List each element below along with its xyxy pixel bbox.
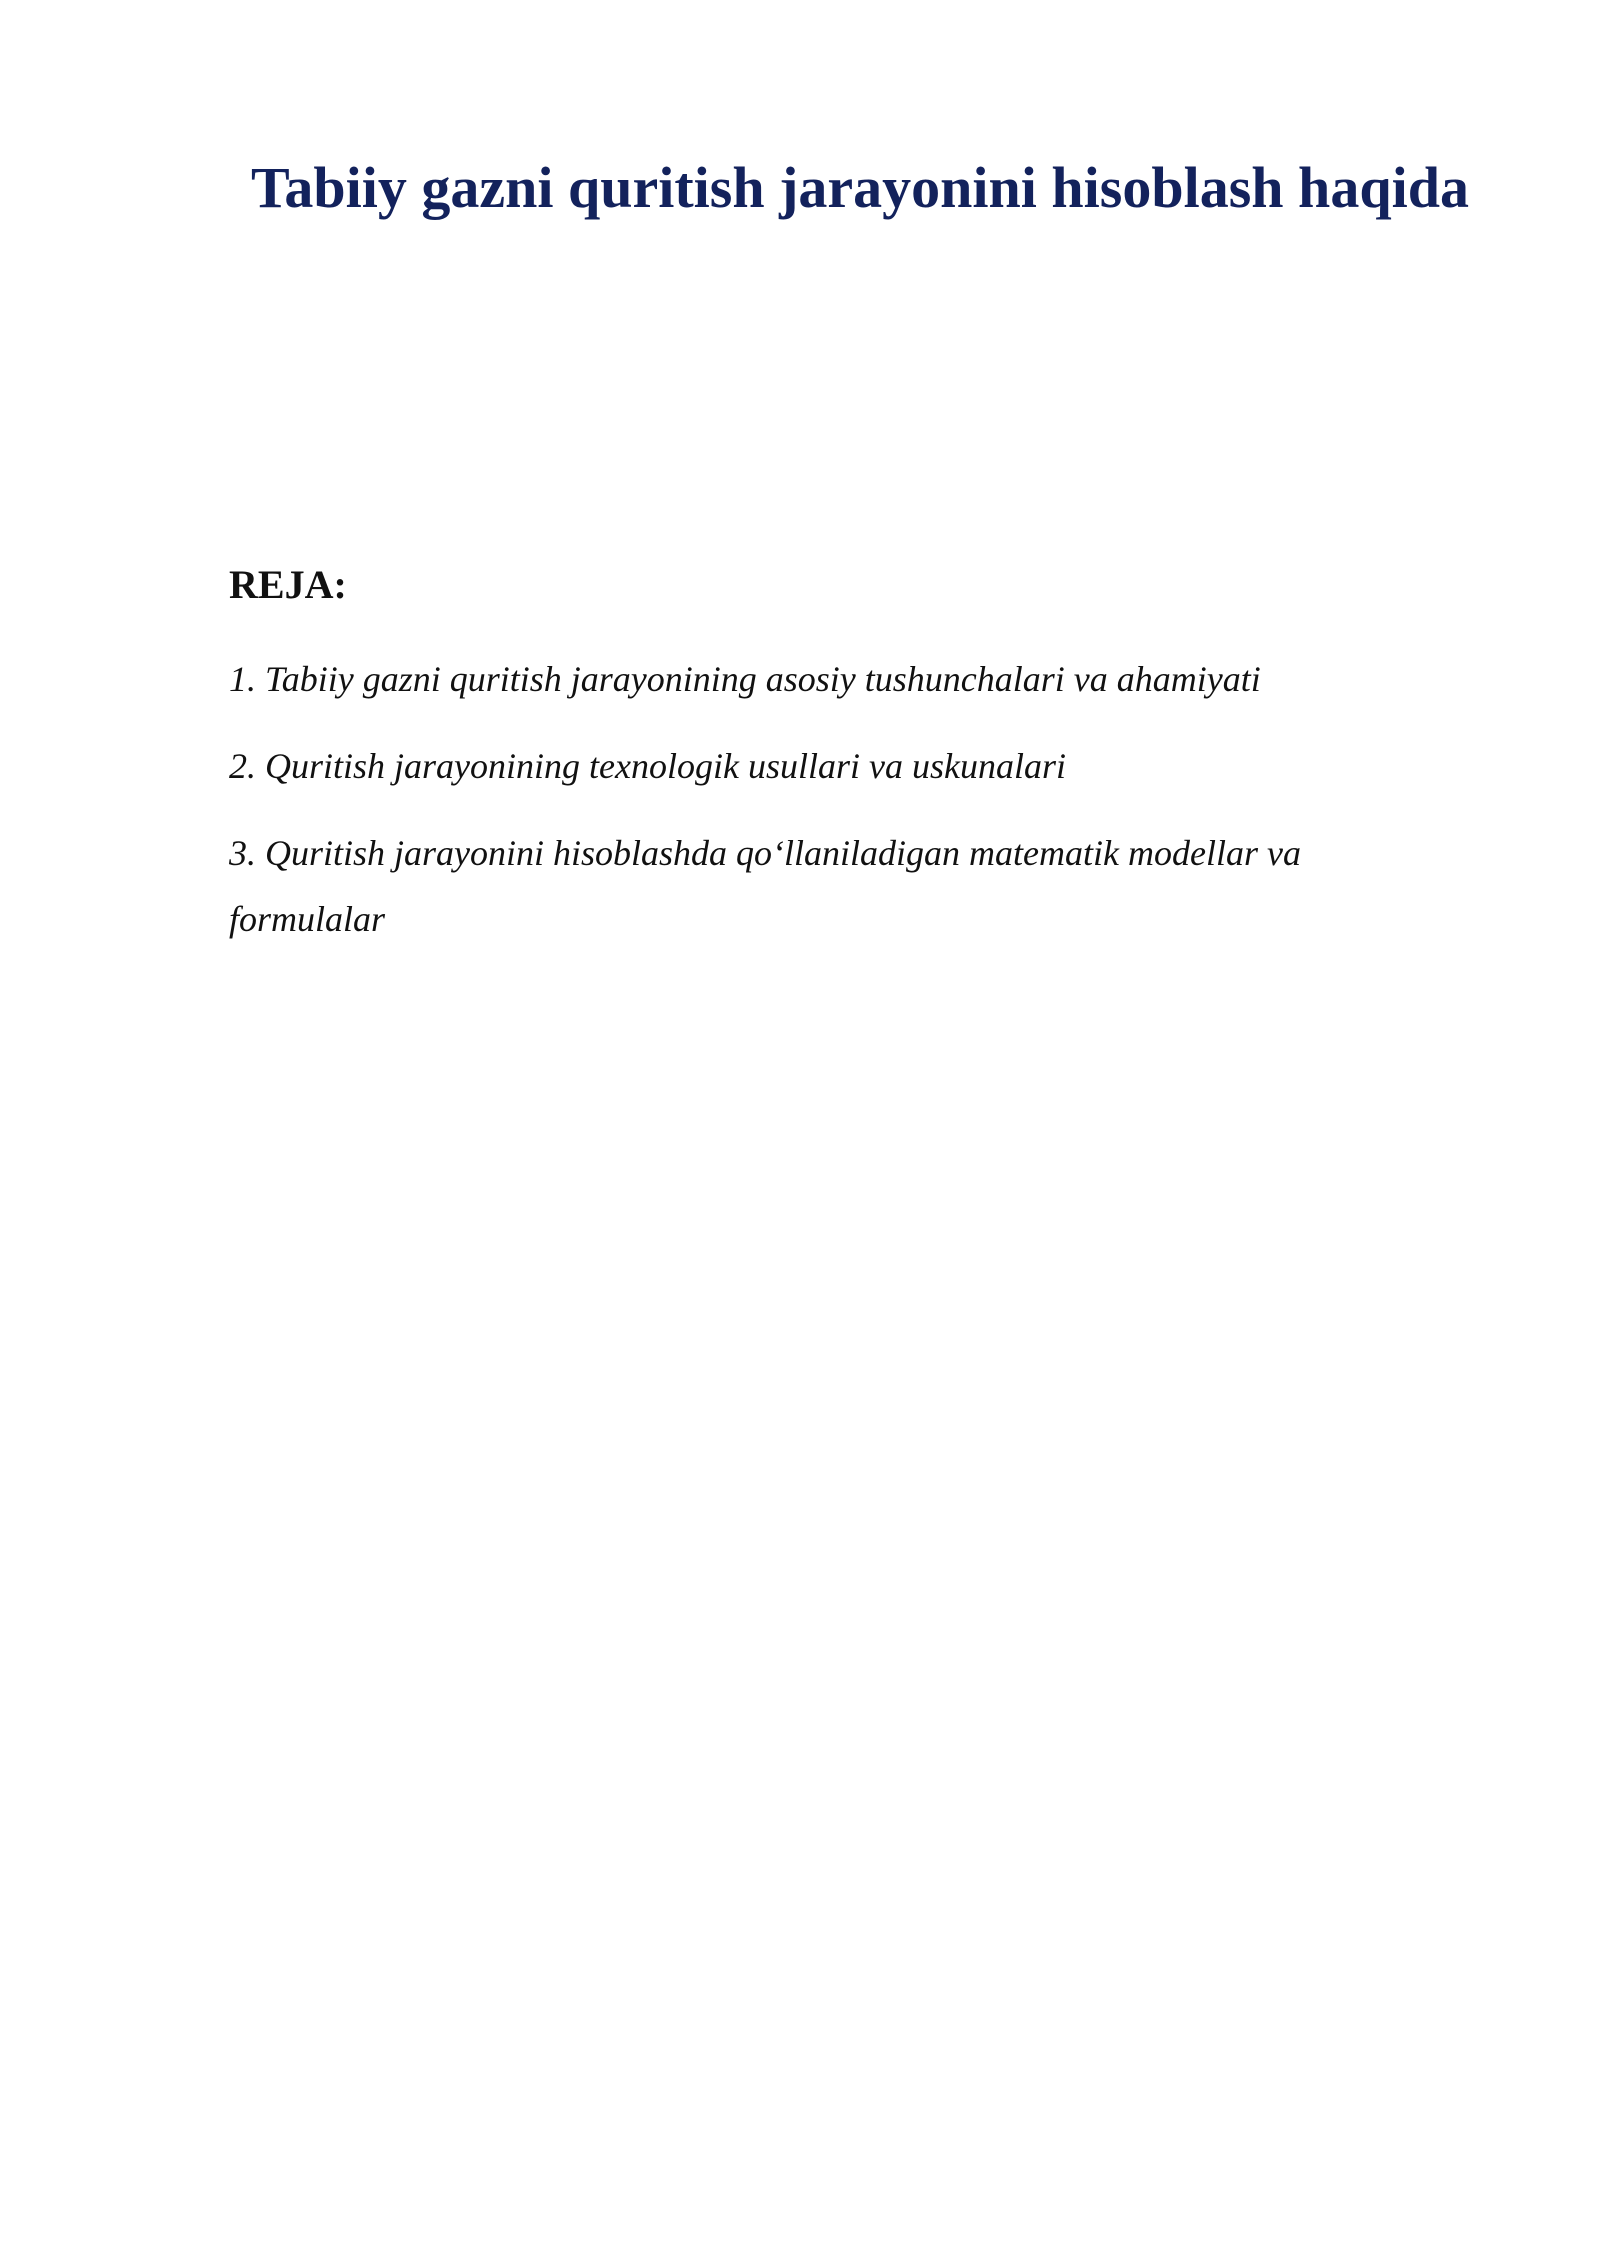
page-title: Tabiiy gazni quritish jarayonini hisoblash haqida [251,155,1469,220]
plan-item-1: 1. Tabiiy gazni quritish jarayonining asosiy tushunchalari va ahamiyati [229,659,1261,699]
plan-section [229,560,1379,973]
plan-heading: REJA: [229,562,347,607]
plan-list [229,646,1379,952]
plan-item-2: 2. Quritish jarayonining texnologik usullari va uskunalari [229,746,1066,786]
plan-item-3: 3. Quritish jarayonini hisoblashda qo‘llaniladigan matematik modellar va formulalar [229,833,1301,939]
